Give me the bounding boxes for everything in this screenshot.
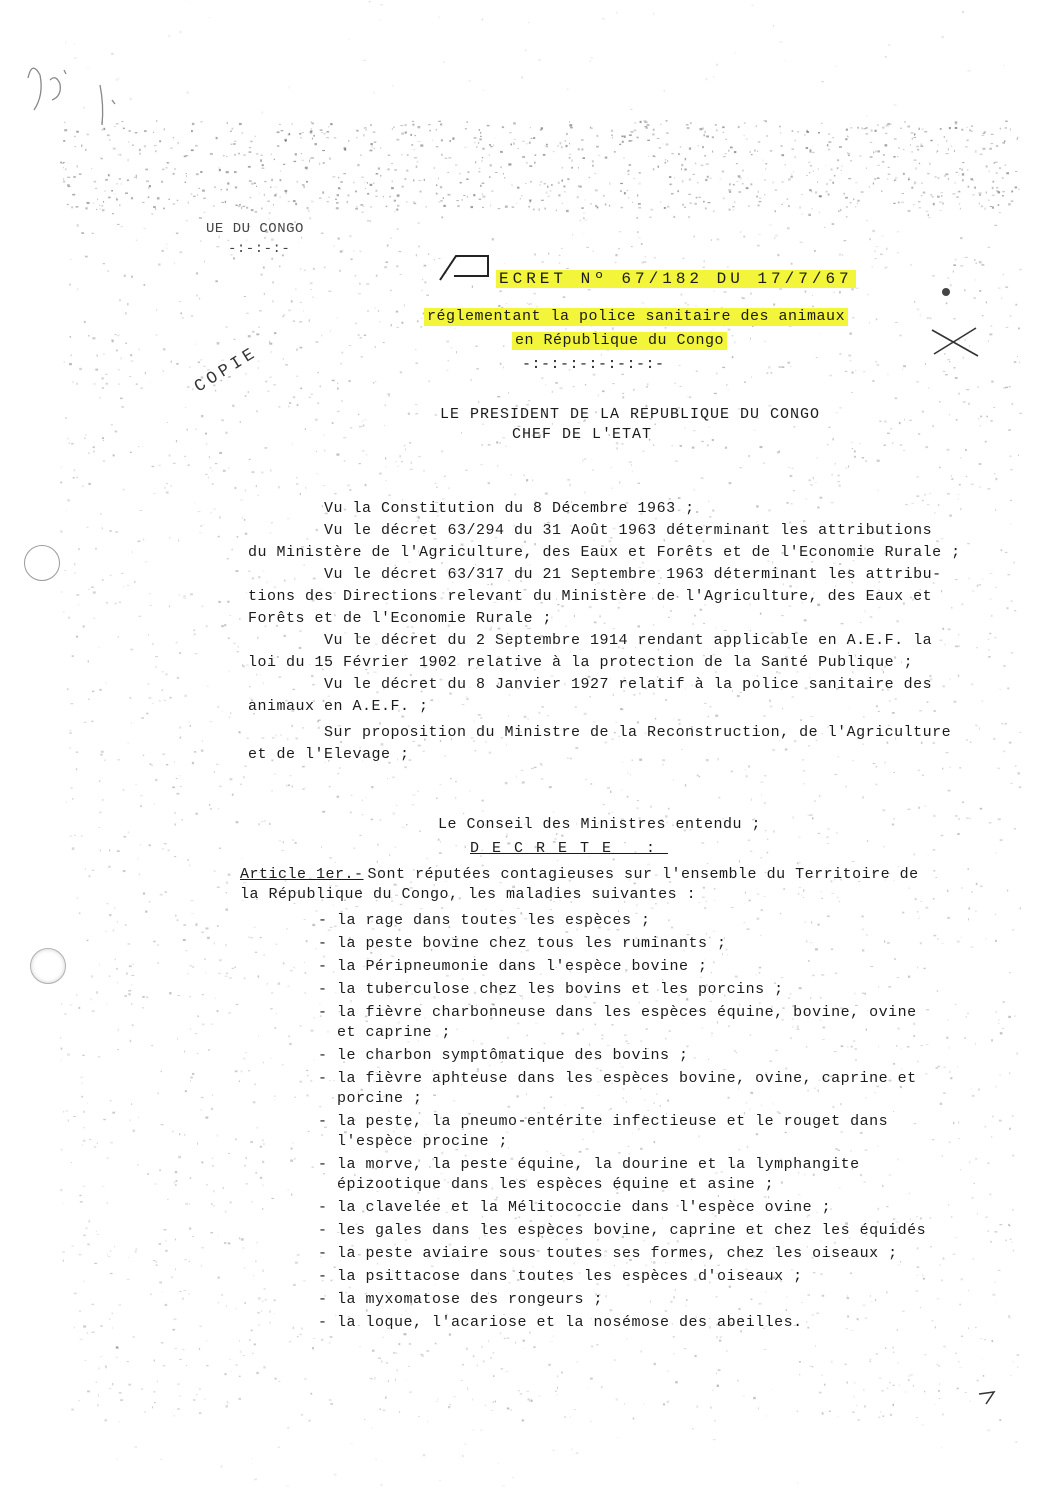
decrete-heading: DECRETE : [470,840,669,857]
decree-subject: réglementant la police sanitaire des animaux [424,308,848,326]
handwritten-annotation [20,40,130,130]
preamble-line: et de l'Elevage ; [248,746,410,763]
cross-mark-icon [926,322,986,362]
list-item: - la fièvre aphteuse dans les espèces bovine, ovine, caprine et [318,1070,917,1087]
list-item: porcine ; [318,1090,423,1107]
preamble-line: Vu le décret 63/317 du 21 Septembre 1963 déterminant les attribu- [248,566,942,583]
decree-scope: en République du Congo [512,332,727,350]
list-item: - la psittacose dans toutes les espèces d'oiseaux ; [318,1268,803,1285]
list-item: - la rage dans toutes les espèces ; [318,912,651,929]
list-item: - la clavelée et la Mélitococcie dans l'espèce ovine ; [318,1199,832,1216]
disease-list [318,912,927,1331]
copie-stamp: COPIE [191,343,262,398]
list-item: - la peste bovine chez tous les ruminants ; [318,935,727,952]
preamble-line: loi du 15 Février 1902 relative à la protection de la Santé Publique ; [248,654,914,671]
list-item: - la myxomatose des rongeurs ; [318,1291,604,1308]
list-item: - le charbon symptômatique des bovins ; [318,1047,689,1064]
list-item: - la morve, la peste équine, la dourine et la lymphangite [318,1156,860,1173]
preamble-line: Vu le décret du 8 Janvier 1927 relatif à la police sanitaire des [248,676,933,693]
preamble-line: Vu le décret 63/294 du 31 Août 1963 déterminant les attributions [248,522,933,539]
article-1-label: Article 1er.- [240,866,364,883]
preamble-line: Forêts et de l'Economie Rurale ; [248,610,553,627]
preamble [248,500,961,763]
header-rule: -:-:-:- [228,241,291,257]
header-republic: UE DU CONGO [206,221,304,237]
punch-hole [30,948,66,984]
list-item: - la tuberculose chez les bovins et les porcins ; [318,981,784,998]
list-item: - la loque, l'acariose et la nosémose des abeilles. [318,1314,803,1331]
decree-title: ECRET Nº 67/182 DU 17/7/67 [496,270,856,288]
preamble-line: du Ministère de l'Agriculture, des Eaux et Forêts et de l'Economie Rurale ; [248,544,961,561]
list-item: - la fièvre charbonneuse dans les espèces équine, bovine, ovine [318,1004,917,1021]
issuer-title: LE PRESIDENT DE LA REPUBLIQUE DU CONGO [440,406,821,423]
preamble-line: animaux en A.E.F. ; [248,698,429,715]
page-mark [976,1388,1000,1408]
list-item: l'espèce procine ; [318,1133,509,1150]
preamble-line: Vu la Constitution du 8 Décembre 1963 ; [248,500,695,517]
preamble-line: tions des Directions relevant du Ministère de l'Agriculture, des Eaux et [248,588,933,605]
handwritten-letter-d [436,252,498,284]
list-item: - la Péripneumonie dans l'espèce bovine ; [318,958,708,975]
title-rule: -:-:-:-:-:-:-:- [522,356,665,373]
list-item: épizootique dans les espèces équine et asine ; [318,1176,775,1193]
council-statement: Le Conseil des Ministres entendu ; [438,816,762,833]
ink-blot [936,282,956,302]
punch-hole [24,545,60,581]
article-1-text: Sont réputées contagieuses sur l'ensemble du Territoire de [358,866,919,883]
list-item: et caprine ; [318,1024,452,1041]
list-item: - la peste aviaire sous toutes ses formes, chez les oiseaux ; [318,1245,898,1262]
preamble-line: Sur proposition du Ministre de la Reconstruction, de l'Agriculture [248,724,952,741]
list-item: - les gales dans les espèces bovine, caprine et chez les équidés [318,1222,927,1239]
article-1-text: la République du Congo, les maladies suivantes : [240,886,697,903]
issuer-subtitle: CHEF DE L'ETAT [512,426,653,443]
list-item: - la peste, la pneumo-entérite infectieuse et le rouget dans [318,1113,889,1130]
preamble-line: Vu le décret du 2 Septembre 1914 rendant applicable en A.E.F. la [248,632,933,649]
